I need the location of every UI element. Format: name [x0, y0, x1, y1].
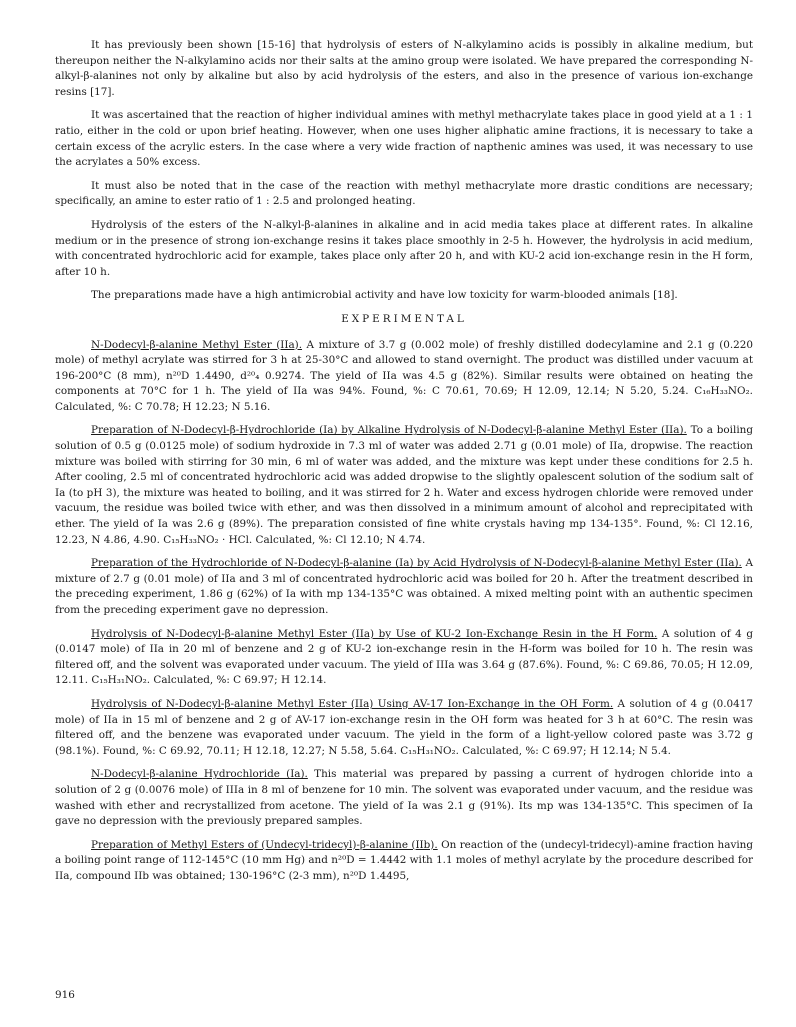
experiment-body: A mixture of 3.7 g (0.002 mole) of freshly distilled dodecylamine and 2.1 g (0.220 mole) of methyl acrylate was stirred for 3 h at 25-30°C and allowed to stand overnight. The product was distilled under vacuum at 196-200°C (8 mm), n²⁰D 1.4490, d²⁰₄ 0.9274. The yield of IIa was 4.5 g (82%). Similar results were obtained on heating the components at 70°C for 1 h. The yield of IIa was 94%. Found, %: C 70.61, 70.69; H 12.09, 12.14; N 5.20, 5.24. C₁₆H₃₃NO₂. Calculated, %: C 70.78; H 12.23; N 5.16. [55, 338, 753, 413]
experiment-title: Preparation of Methyl Esters of (Undecyl-tridecyl)-β-alanine (IIb). [91, 838, 438, 851]
section-heading: EXPERIMENTAL [341, 312, 467, 325]
page-number: 916 [55, 989, 75, 1001]
experiment-body: On reaction of the (undecyl-tridecyl)-amine fraction having a boiling point range of 112-145°C (10 mm Hg) and n²⁰D = 1.4442 with 1.1 moles of methyl acrylate by the procedure described for IIa, compound IIb was obtained; 130-196°C (2-3 mm), n²⁰D 1.4495, [55, 838, 753, 882]
experiment-title: Preparation of N-Dodecyl-β-Hydrochloride (Ia) by Alkaline Hydrolysis of N-Dodecyl-β-alanine Methyl Ester (IIa). [91, 424, 687, 437]
experiment-paragraph [55, 697, 753, 759]
experiment-body: This material was prepared by passing a current of hydrogen chloride into a solution of 2 g (0.0076 mole) of IIIa in 8 ml of benzene for 10 min. The solvent was evaporated under vacuum, and the residue was washed with ether and recrystallized from acetone. The yield of Ia was 2.1 g (91%). Its mp was 134-135°C. This specimen of Ia gave no depression with the previously prepared samples. [55, 768, 753, 828]
experiment-body: A solution of 4 g (0.0147 mole) of IIa in 20 ml of benzene and 2 g of KU-2 ion-exchange resin in the H-form was boiled for 10 h. The resin was filtered off, and the solvent was evaporated under vacuum. The yield of IIIa was 3.64 g (87.6%). Found, %: C 69.86, 70.05; H 12.09, 12.11. C₁₅H₃₁NO₂. Calculated, %: C 69.97; H 12.14. [55, 627, 754, 687]
intro-paragraph: It has previously been shown [15-16] that hydrolysis of esters of N-alkylamino acids is possibly in alkaline medium, but thereupon neither the N-alkylamino acids nor their salts at the amino group were isolated. We have prepared the corresponding N-alkyl-β-alanines not only by alkaline but also by acid hydrolysis of the esters, and also in the presence of various ion-exchange resins [17]. [55, 39, 753, 98]
intro-paragraph: Hydrolysis of the esters of the N-alkyl-β-alanines in alkaline and in acid media takes place at different rates. In alkaline medium or in the presence of strong ion-exchange resins it takes place smoothly in 2-5 h. However, the hydrolysis in acid medium, with concentrated hydrochloric acid for example, takes place only after 20 h, and with KU-2 acid ion-exchange resin in the H form, after 10 h. [55, 218, 753, 278]
experiment-paragraph [55, 627, 753, 689]
experiment-title: Preparation of the Hydrochloride of N-Dodecyl-β-alanine (Ia) by Acid Hydrolysis of N-Dodecyl-β-alanine Methyl Ester (IIa). [91, 557, 742, 570]
experiment-body: A solution of 4 g (0.0417 mole) of IIa in 15 ml of benzene and 2 g of AV-17 ion-exchange resin in the OH form was heated for 3 h at 60°C. The resin was filtered off, and the benzene was evaporated under vacuum. The yield in the form of a light-yellow colored paste was 3.72 g (98.1%). Found, %: C 69.92, 70.11; H 12.18, 12.27; N 5.58, 5.64. C₁₅H₃₁NO₂. Calculated, %: C 69.97; H 12.14; N 5.4. [55, 697, 753, 757]
experiment-paragraph [55, 423, 753, 548]
experiment-paragraph [55, 556, 753, 618]
intro-paragraph: It was ascertained that the reaction of higher individual amines with methyl methacrylate takes place in good yield at a 1 : 1 ratio, either in the cold or upon brief heating. However, when one uses higher aliphatic amine fractions, it is necessary to take a certain excess of the acrylic esters. In the case where a very wide fraction of napthenic amines was used, it was necessary to use the acrylates a 50% excess. [55, 109, 753, 169]
text-column [55, 38, 753, 893]
experiment-paragraph [55, 838, 753, 885]
experiment-body: A mixture of 2.7 g (0.01 mole) of IIa and 3 ml of concentrated hydrochloric acid was boiled for 20 h. After the treatment described in the preceding experiment, 1.86 g (62%) of Ia with mp 134-135°C was obtained. A mixed melting point with an authentic specimen from the preceding experiment gave no depression. [55, 557, 753, 616]
experiment-paragraph [55, 338, 753, 416]
experiment-title: Hydrolysis of N-Dodecyl-β-alanine Methyl Ester (IIa) Using AV-17 Ion-Exchange in the OH Form. [91, 697, 614, 710]
intro-paragraph: It must also be noted that in the case of the reaction with methyl methacrylate more drastic conditions are necessary; specifically, an amine to ester ratio of 1 : 2.5 and prolonged heating. [55, 179, 753, 208]
intro-paragraph: The preparations made have a high antimicrobial activity and have low toxicity for warm-blooded animals [18]. [91, 289, 678, 302]
experiment-body: To a boiling solution of 0.5 g (0.0125 mole) of sodium hydroxide in 7.3 ml of water was added 2.71 g (0.01 mole) of IIa, dropwise. The reaction mixture was boiled with stirring for 30 min, 6 ml of water was added, and the mixture was kept under these conditions for 2.5 h. After cooling, 2.5 ml of concentrated hydrochloric acid was added dropwise to the slightly opalescent solution of the sodium salt of Ia (to pH 3), the mixture was heated to boiling, and it was stirred for 2 h. Water and excess hydrogen chloride were removed under vacuum, the residue was boiled twice with ether, and was then dissolved in a minimum amount of alcohol and reprecipitated with ether. The yield of Ia was 2.6 g (89%). The preparation consisted of fine white crystals having mp 134-135°. Found, %: Cl 12.16, 12.23, N 4.86, 4.90. C₁₅H₃₃NO₂ · HCl. Calculated, %: Cl 12.10; N 4.74. [55, 424, 753, 546]
experiment-paragraph [55, 767, 753, 829]
experiment-title: Hydrolysis of N-Dodecyl-β-alanine Methyl Ester (IIa) by Use of KU-2 Ion-Exchange Resin in the H Form. [91, 627, 658, 640]
experiment-title: N-Dodecyl-β-alanine Methyl Ester (IIa). [91, 338, 303, 351]
experiment-title: N-Dodecyl-β-alanine Hydrochloride (Ia). [91, 768, 308, 781]
